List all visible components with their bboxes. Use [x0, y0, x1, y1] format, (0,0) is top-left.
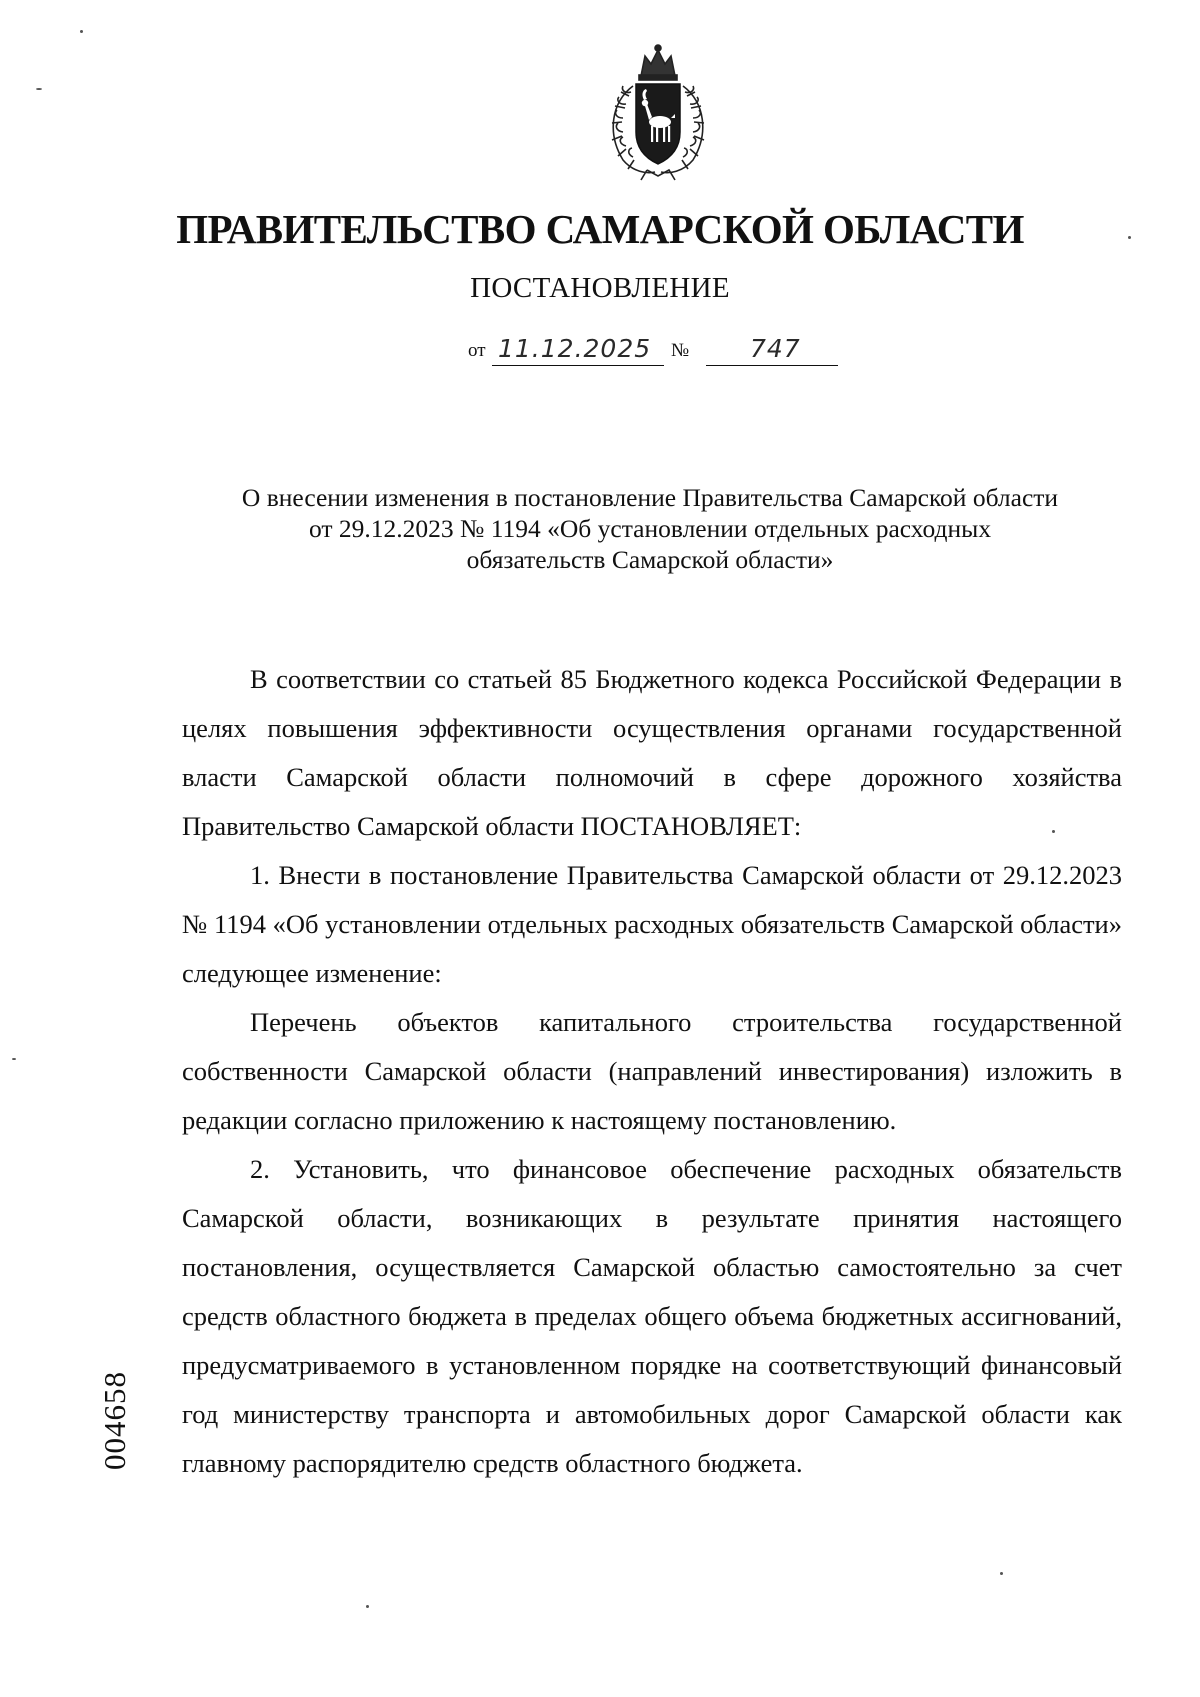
- subject-line: от 29.12.2023 № 1194 «Об установлении отдельных расходных: [308, 514, 992, 543]
- body-paragraph: 1. Внести в постановление Правительства Самарской области от 29.12.2023 № 1194 «Об установлении отдельных расходных обязательств Самарской области» следующее изменение:: [182, 860, 1122, 988]
- scan-speck: [36, 88, 42, 90]
- date-prefix: от: [468, 340, 486, 361]
- subject-line: обязательств Самарской области»: [466, 545, 834, 574]
- document-body: [182, 655, 1122, 1488]
- body-paragraph: 2. Установить, что финансовое обеспечение расходных обязательств Самарской области, возникающих в результате принятия настоящего постановления, осуществляется Самарской областью самостоятельно за счет средств областного бюджета в пределах общего объема бюджетных ассигнований, предусматриваемого в установленном порядке на соответствующий финансовый год министерству транспорта и автомобильных дорог Самарской области как главному распорядителю средств областного бюджета.: [182, 1154, 1122, 1478]
- samara-coat-of-arms-icon: [589, 42, 727, 182]
- number-prefix: №: [671, 340, 690, 361]
- document-subject: [180, 482, 1120, 575]
- scan-speck: [1128, 236, 1131, 239]
- scan-speck: [12, 1058, 16, 1060]
- date-number-line: [468, 330, 858, 366]
- body-paragraph: Перечень объектов капитального строительства государственной собственности Самарской области (направлений инвестирования) изложить в редакции согласно приложению к настоящему постановлению.: [182, 1007, 1122, 1135]
- organization-title: ПРАВИТЕЛЬСТВО САМАРСКОЙ ОБЛАСТИ: [176, 206, 1024, 252]
- scan-speck: [1052, 830, 1055, 833]
- body-paragraph: В соответствии со статьей 85 Бюджетного кодекса Российской Федерации в целях повышения эффективности осуществления органами государственной власти Самарской области полномочий в сфере дорожного хозяйства Правительство Самарской области ПОСТАНОВЛЯЕТ:: [182, 664, 1122, 841]
- document-type: ПОСТАНОВЛЕНИЕ: [470, 272, 730, 304]
- scan-speck: [366, 1605, 369, 1608]
- number-value: 747: [750, 334, 801, 363]
- serial-number: 004658: [97, 1371, 132, 1470]
- date-underline: [492, 365, 664, 366]
- subject-line: О внесении изменения в постановление Правительства Самарской области: [241, 483, 1059, 512]
- scan-speck: [1000, 1572, 1003, 1575]
- number-underline: [706, 365, 838, 366]
- scan-speck: [80, 30, 83, 33]
- date-value: 11.12.2025: [498, 334, 652, 363]
